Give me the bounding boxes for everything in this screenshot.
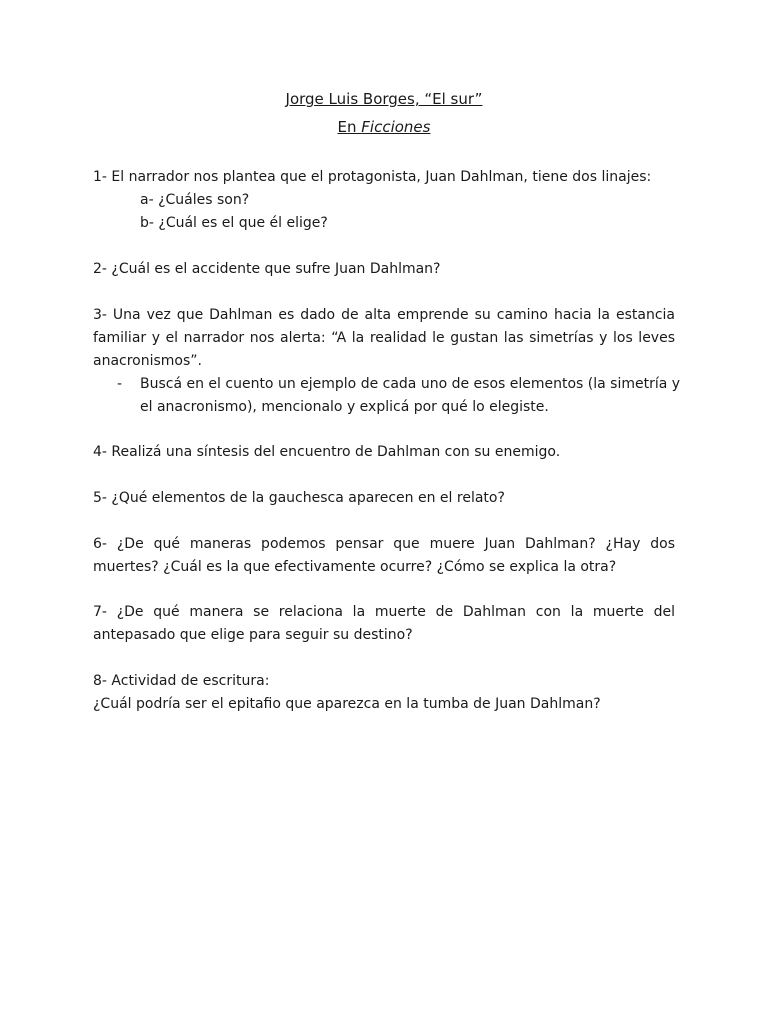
subtitle-book: Ficciones — [361, 118, 431, 136]
question-3-task-line-2: el anacronismo), mencionalo y explicá por qué lo elegiste. — [140, 399, 549, 415]
subtitle-prefix: En — [337, 118, 362, 136]
question-7-line-1: 7- ¿De qué manera se relaciona la muerte de Dahlman con la muerte del — [93, 604, 675, 620]
question-1a: a- ¿Cuáles son? — [140, 192, 250, 208]
question-5: 5- ¿Qué elementos de la gauchesca aparecen en el relato? — [93, 490, 505, 506]
question-4: 4- Realizá una síntesis del encuentro de Dahlman con su enemigo. — [93, 444, 561, 460]
question-1: 1- El narrador nos plantea que el protagonista, Juan Dahlman, tiene dos linajes: — [93, 169, 652, 185]
question-2: 2- ¿Cuál es el accidente que sufre Juan Dahlman? — [93, 261, 441, 277]
question-8-line-2: ¿Cuál podría ser el epitafio que aparezca en la tumba de Juan Dahlman? — [93, 696, 601, 712]
document-title — [0, 89, 768, 109]
question-3-line-3: anacronismos”. — [93, 353, 202, 369]
bullet-dash: - — [117, 376, 123, 392]
question-6-line-1: 6- ¿De qué maneras podemos pensar que muere Juan Dahlman? ¿Hay dos — [93, 536, 675, 552]
question-3-line-2: familiar y el narrador nos alerta: “A la realidad le gustan las simetrías y los leves — [93, 330, 675, 346]
document-subtitle — [0, 117, 768, 137]
question-7-line-2: antepasado que elige para seguir su destino? — [93, 627, 413, 643]
question-3-task-line-1: Buscá en el cuento un ejemplo de cada uno de esos elementos (la simetría y — [140, 376, 681, 392]
question-1b: b- ¿Cuál es el que él elige? — [140, 215, 328, 231]
question-3-line-1: 3- Una vez que Dahlman es dado de alta emprende su camino hacia la estancia — [93, 307, 675, 323]
question-6-line-2: muertes? ¿Cuál es la que efectivamente ocurre? ¿Cómo se explica la otra? — [93, 559, 617, 575]
question-8-line-1: 8- Actividad de escritura: — [93, 673, 270, 689]
title-author-story: Jorge Luis Borges, “El sur” — [285, 90, 483, 108]
